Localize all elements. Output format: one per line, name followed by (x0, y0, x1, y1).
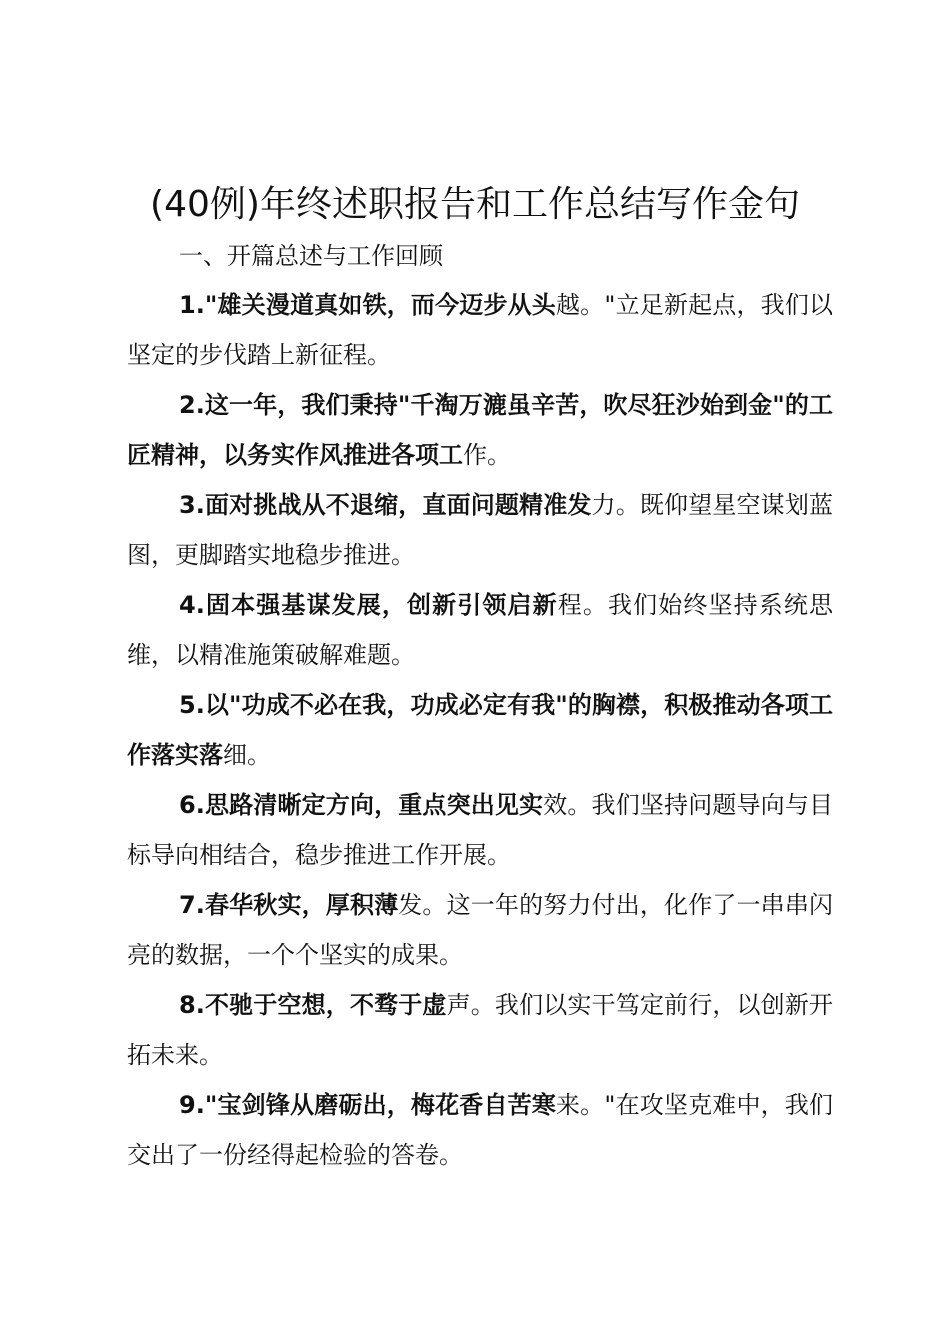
item-bold-text: 8.不驰于空想，不骛于虚 (179, 991, 447, 1019)
document-title: (40例)年终述职报告和工作总结写作金句 (150, 184, 800, 225)
item-text: 发。这一年的努力付出，化作了一串串闪亮的数据，一个个坚实的成果。 (127, 891, 833, 969)
list-item (127, 380, 833, 480)
item-text: 力。既仰望星空谋划蓝图，更脚踏实地稳步推进。 (127, 491, 833, 569)
item-bold-text: 5.以"功成不必在我，功成必定有我"的胸襟，积极推动各项工作落实落 (127, 691, 833, 769)
list-item (127, 780, 833, 880)
item-text: 声。我们以实干笃定前行，以创新开拓未来。 (127, 991, 833, 1069)
item-list (127, 280, 833, 1180)
item-bold-text: 7.春华秋实，厚积薄 (179, 891, 399, 919)
list-item (127, 480, 833, 580)
item-text: 程。我们始终坚持系统思维，以精准施策破解难题。 (127, 591, 833, 669)
item-text: 越。"立足新起点，我们以坚定的步伐踏上新征程。 (127, 291, 833, 369)
item-text: 效。我们坚持问题导向与目标导向相结合，稳步推进工作开展。 (127, 791, 833, 869)
item-bold-text: 1."雄关漫道真如铁，而今迈步从头 (179, 291, 556, 319)
item-text: 来。"在攻坚克难中，我们交出了一份经得起检验的答卷。 (127, 1091, 833, 1169)
list-item (127, 980, 833, 1080)
list-item (127, 280, 833, 380)
item-bold-text: 9."宝剑锋从磨砺出，梅花香自苦寒 (179, 1091, 556, 1119)
list-item (127, 880, 833, 980)
list-item (127, 1080, 833, 1180)
item-text: 细。 (223, 741, 271, 769)
item-bold-text: 6.思路清晰定方向，重点突出见实 (179, 791, 544, 819)
item-bold-text: 2.这一年，我们秉持"千淘万漉虽辛苦，吹尽狂沙始到金"的工匠精神，以务实作风推进各项工 (127, 391, 833, 469)
item-text: 作。 (463, 441, 511, 469)
list-item (127, 580, 833, 680)
list-item (127, 680, 833, 780)
section-heading: 一、开篇总述与工作回顾 (179, 242, 443, 270)
item-bold-text: 4.固本强基谋发展，创新引领启新 (179, 591, 558, 619)
item-bold-text: 3.面对挑战从不退缩，直面问题精准发 (179, 491, 592, 519)
